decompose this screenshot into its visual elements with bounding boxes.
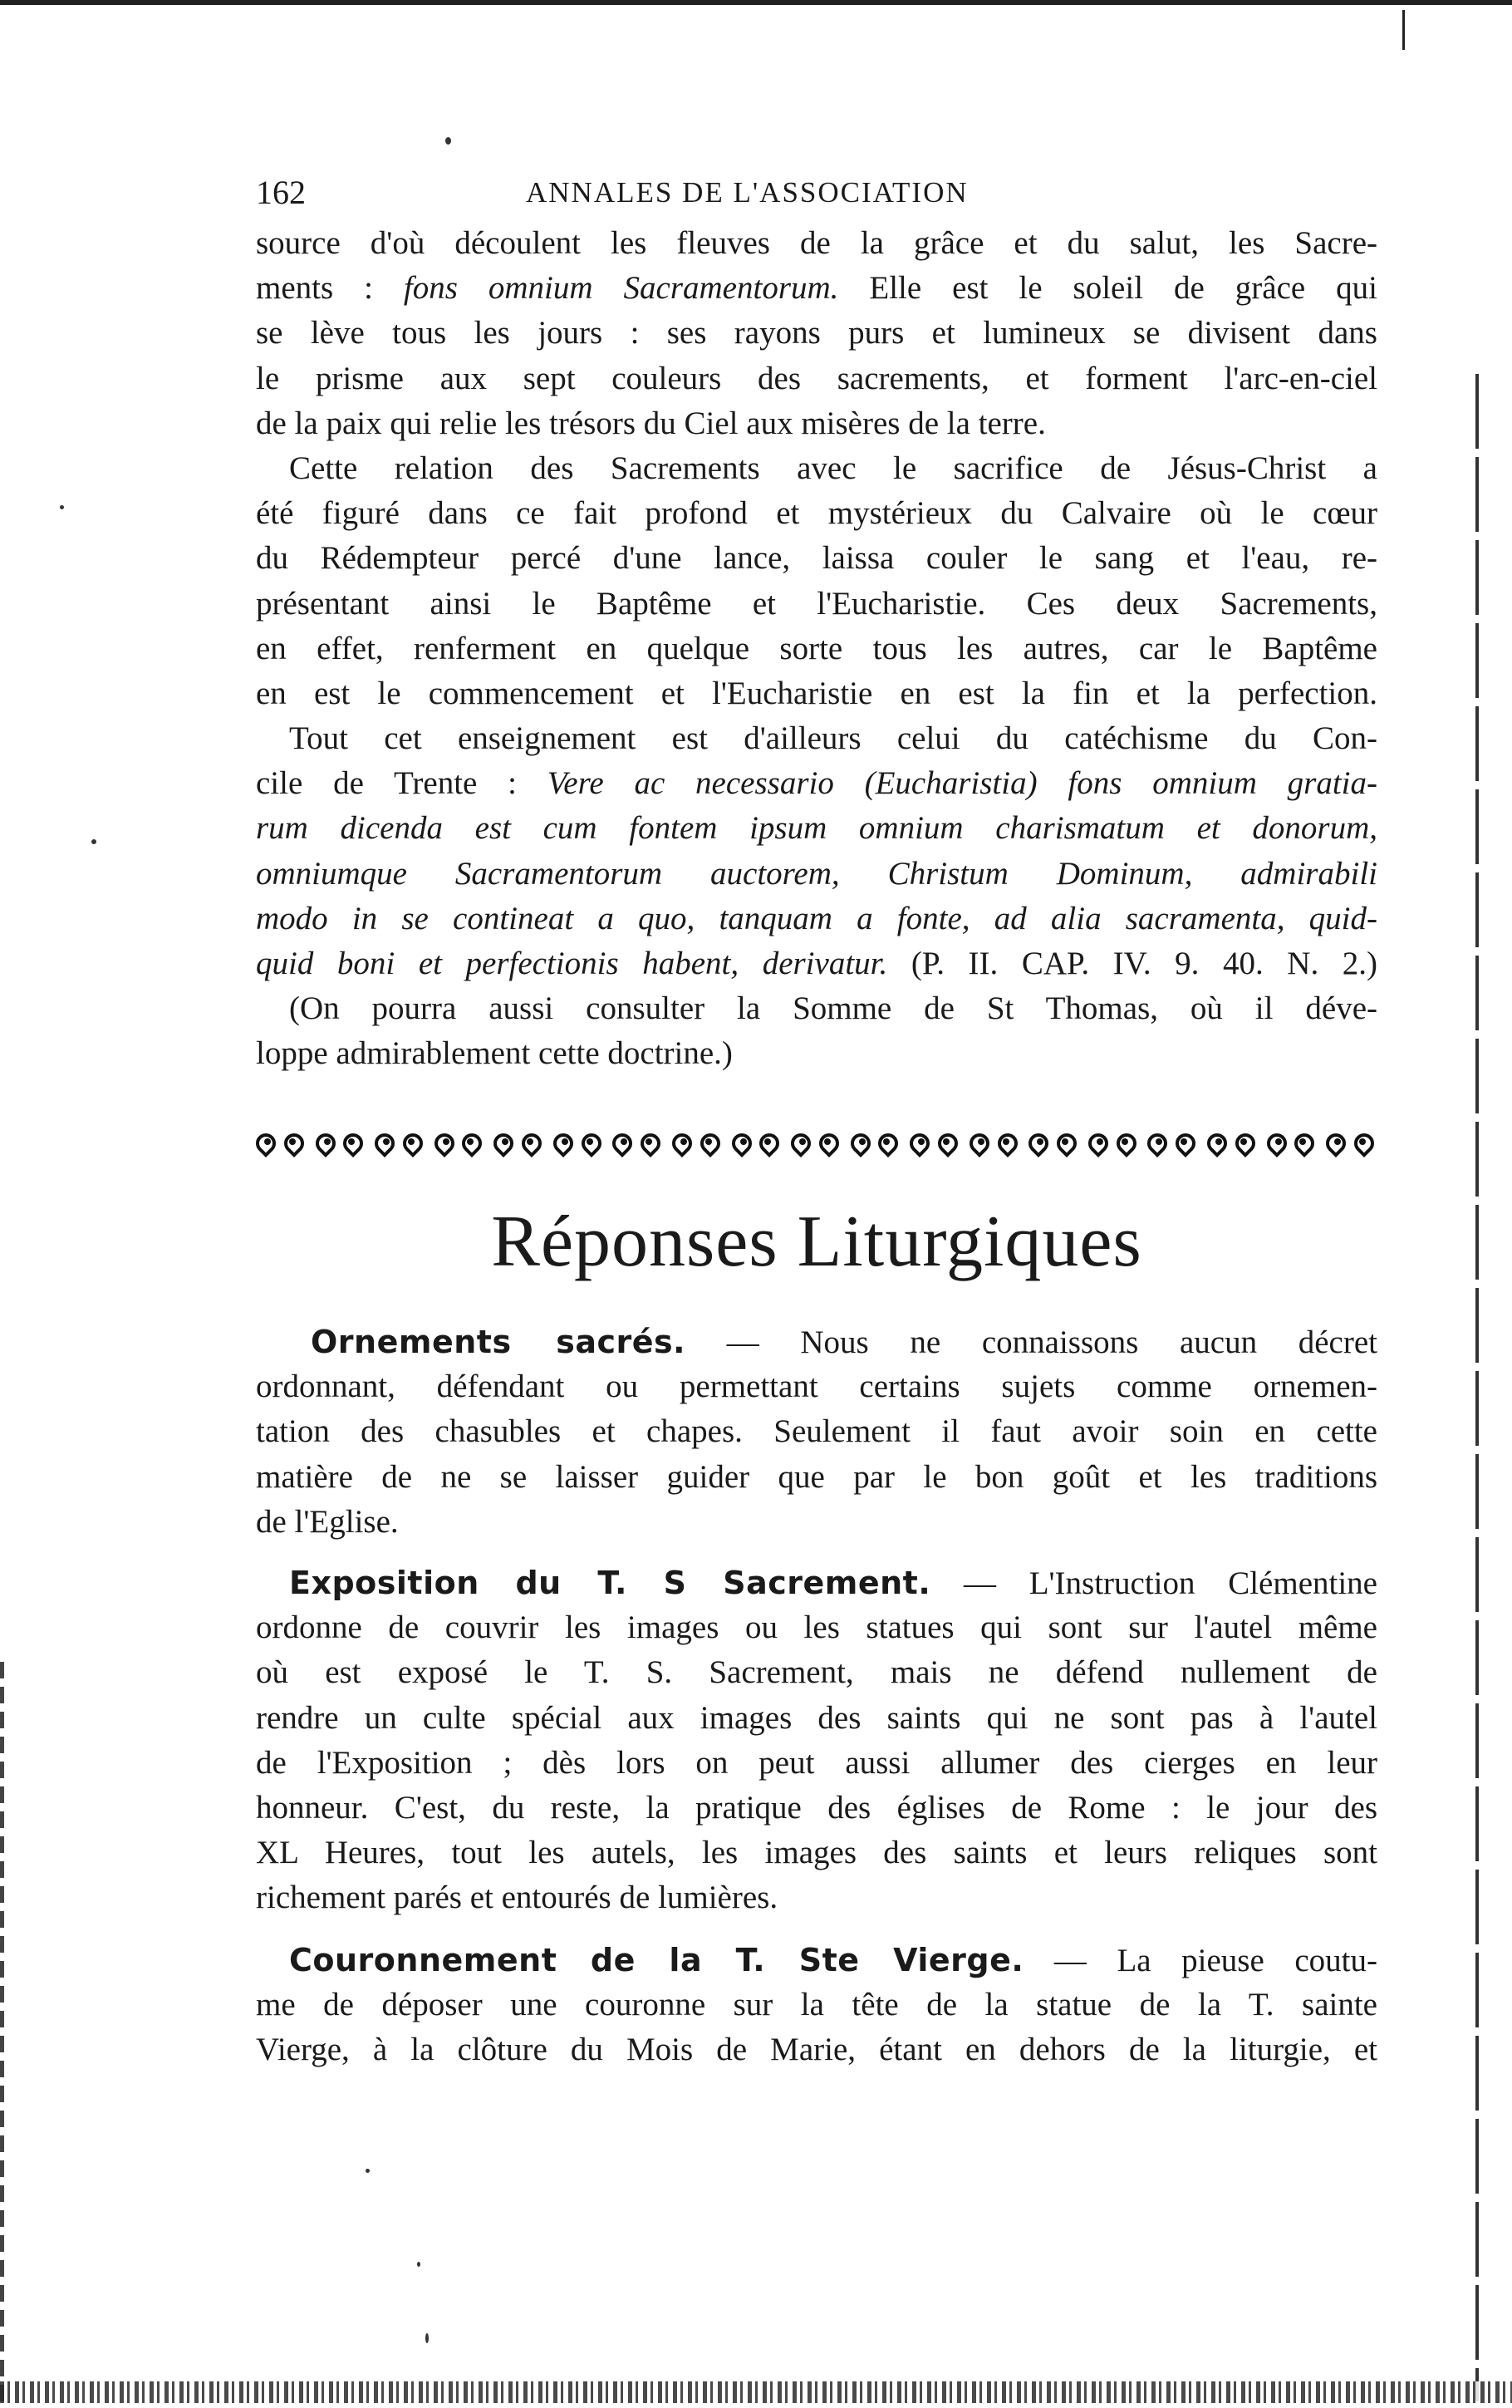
ornament-glyph — [1087, 1130, 1108, 1152]
text-line: le prisme aux sept couleurs des sacrements, et forment l'arc-en-ciel — [256, 360, 1377, 396]
scan-speck — [417, 2262, 420, 2267]
text-line: loppe admirablement cette doctrine.) — [256, 1035, 733, 1072]
text-line: Cette relation des Sacrements avec le sacrifice de Jésus-Christ a — [289, 450, 1377, 486]
entry-ornements — [256, 1319, 1377, 1545]
ornament-glyph — [938, 1130, 960, 1152]
text-line: tation des chasubles et chapes. Seulement il faut avoir soin en cette — [256, 1413, 1377, 1450]
ornament-glyph — [1265, 1130, 1287, 1152]
text-line: de la paix qui relie les trésors du Ciel aux misères de la terre. — [256, 405, 1046, 441]
ornament-glyph — [552, 1130, 573, 1152]
scan-left-border — [0, 1662, 4, 2408]
entry-rubric: Exposition du T. S Sacrement. — [289, 1565, 931, 1601]
ornament-glyph — [1057, 1130, 1078, 1152]
scan-speck — [445, 137, 451, 145]
ornament-glyph — [433, 1130, 454, 1152]
text-line: en effet, renferment en quelque sorte tous les autres, car le Baptême — [256, 630, 1377, 666]
ornament-glyph — [968, 1130, 989, 1152]
text-line: (On pourra aussi consulter la Somme de St Thomas, où il déve- — [289, 990, 1377, 1026]
text-line: se lève tous les jours : ses rayons purs et lumineux se divisent dans — [256, 315, 1377, 351]
text-line: ordonne de couvrir les images ou les statues qui sont sur l'autel même — [256, 1609, 1377, 1646]
ornament-glyph — [403, 1130, 425, 1152]
scan-top-mark — [1402, 10, 1405, 50]
entry-first-line — [256, 1560, 1377, 1605]
text-line-mixed — [256, 761, 1377, 806]
page-header — [256, 173, 1377, 214]
paragraph-somme — [256, 986, 1377, 1076]
paragraph-relation — [256, 446, 1377, 716]
text-line: de l'Eglise. — [256, 1503, 399, 1540]
text-line: où est exposé le T. S. Sacrement, mais ne défend nullement de — [256, 1654, 1377, 1691]
text-line: ordonnant, défendant ou permettant certains sujets comme ornemen- — [256, 1369, 1377, 1405]
latin-quote: quid boni et perfectionis habent, derivatur. — [256, 945, 888, 981]
ornament-glyph — [1027, 1130, 1048, 1152]
ornament-glyph — [998, 1130, 1019, 1152]
text-line: en est le commencement et l'Eucharistie en est la fin et la perfection. — [256, 675, 1377, 711]
text-span: — La pieuse coutu- — [1024, 1943, 1377, 1978]
latin-line: omniumque Sacramentorum auctorem, Christum Dominum, admirabili — [256, 855, 1377, 892]
ornament-glyph — [1324, 1130, 1346, 1152]
text-line: Tout cet enseignement est d'ailleurs celui du catéchisme du Con- — [289, 720, 1377, 756]
scan-top-border — [0, 0, 1512, 5]
text-span: ments : — [256, 270, 404, 307]
ornament-glyph — [641, 1130, 662, 1152]
ornament-glyph — [314, 1130, 336, 1152]
ornament-glyph — [849, 1130, 871, 1152]
text-line: présentant ainsi le Baptême et l'Eucharistie. Ces deux Sacrements, — [256, 585, 1377, 622]
ornament-glyph — [700, 1130, 722, 1152]
ornament-glyph — [1117, 1130, 1138, 1152]
entry-rubric: Couronnement de la T. Ste Vierge. — [289, 1942, 1024, 1978]
ornament-glyph — [1205, 1130, 1227, 1152]
text-line-mixed — [256, 266, 1377, 311]
ornament-glyph — [462, 1130, 484, 1152]
latin-line: modo in se contineat a quo, tanquam a fonte, ad alia sacramenta, quid- — [256, 900, 1377, 936]
latin-line: rum dicenda est cum fontem ipsum omnium charismatum et donorum, — [256, 810, 1377, 847]
ornament-glyph — [373, 1130, 395, 1152]
scan-bottom-border — [0, 2381, 1512, 2403]
ornament-glyph — [343, 1130, 365, 1152]
text-line: été figuré dans ce fait profond et mystérieux du Calvaire où le cœur — [256, 495, 1377, 532]
ornament-divider — [254, 1127, 1376, 1155]
text-line: matière de ne se laisser guider que par le bon goût et les traditions — [256, 1458, 1377, 1495]
ornament-glyph — [819, 1130, 841, 1152]
text-line: de l'Exposition ; dès lors on peut aussi allumer des cierges en leur — [256, 1744, 1377, 1781]
section-title: Réponses Liturgiques — [491, 1202, 1142, 1282]
text-span: — L'Instruction Clémentine — [930, 1565, 1377, 1601]
ornament-glyph — [1354, 1130, 1376, 1152]
text-span: — Nous ne connaissons aucun décret — [685, 1324, 1377, 1360]
scan-speck — [60, 505, 64, 509]
entry-first-line — [256, 1938, 1377, 1983]
ornament-glyph — [878, 1130, 900, 1152]
scan-speck — [366, 2169, 370, 2173]
ornament-glyph — [1235, 1130, 1257, 1152]
entry-exposition — [256, 1560, 1377, 1921]
scan-speck — [91, 839, 96, 844]
paragraph-trente — [256, 716, 1377, 986]
citation-reference: (P. II. CAP. IV. 9. 40. N. 2.) — [887, 945, 1377, 981]
text-line: me de déposer une couronne sur la tête de la statue de la T. sainte — [256, 1987, 1377, 2023]
ornament-glyph — [759, 1130, 781, 1152]
entry-rubric: Ornements sacrés. — [311, 1324, 686, 1360]
entry-first-line — [256, 1319, 1377, 1364]
ornament-glyph — [611, 1130, 632, 1152]
text-line: honneur. C'est, du reste, la pratique des églises de Rome : le jour des — [256, 1789, 1377, 1826]
entry-couronnement — [256, 1938, 1377, 2073]
running-head: ANNALES DE L'ASSOCIATION — [526, 176, 969, 209]
text-line: Vierge, à la clôture du Mois de Marie, étant en dehors de la liturgie, et — [256, 2032, 1377, 2068]
continued-paragraph — [256, 221, 1377, 446]
page-number: 162 — [256, 174, 306, 211]
ornament-glyph — [522, 1130, 543, 1152]
ornament-glyph — [254, 1130, 276, 1152]
ornament-glyph — [1176, 1130, 1197, 1152]
text-line: source d'où découlent les fleuves de la grâce et du salut, les Sacre- — [256, 225, 1377, 261]
ornament-glyph — [670, 1130, 692, 1152]
text-line-mixed — [256, 941, 1377, 986]
scan-right-border — [1475, 374, 1479, 2401]
ornament-glyph — [582, 1130, 603, 1152]
ornament-glyph — [908, 1130, 930, 1152]
latin-quote: fons omnium Sacramentorum. — [403, 270, 839, 307]
text-span: cile de Trente : — [256, 765, 547, 802]
text-line: rendre un culte spécial aux images des saints qui ne sont pas à l'autel — [256, 1699, 1377, 1736]
ornament-glyph — [730, 1130, 752, 1152]
ornament-glyph — [284, 1130, 306, 1152]
ornament-glyph — [1294, 1130, 1316, 1152]
ornament-glyph — [789, 1130, 811, 1152]
text-line: richement parés et entourés de lumières. — [256, 1880, 778, 1916]
text-span: Elle est le soleil de grâce qui — [838, 270, 1377, 307]
text-line: du Rédempteur percé d'une lance, laissa couler le sang et l'eau, re- — [256, 540, 1377, 577]
scan-speck — [425, 2333, 429, 2343]
latin-quote: Vere ac necessario (Eucharistia) fons omnium gratia- — [547, 765, 1377, 802]
text-line: XL Heures, tout les autels, les images des saints et leurs reliques sont — [256, 1835, 1377, 1871]
ornament-glyph — [492, 1130, 513, 1152]
ornament-glyph — [1146, 1130, 1167, 1152]
